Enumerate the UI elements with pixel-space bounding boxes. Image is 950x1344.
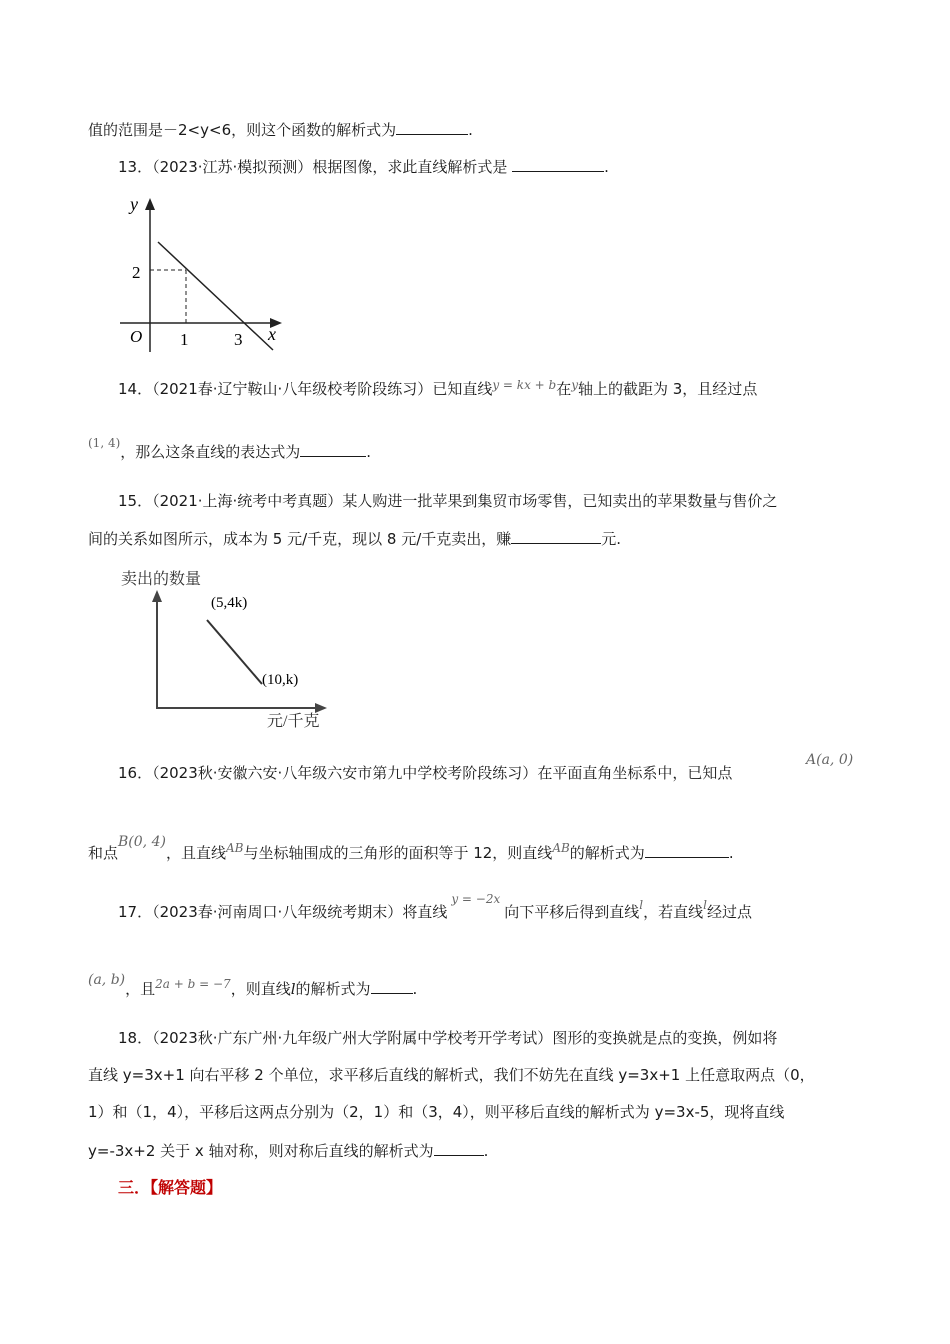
graph-line (207, 620, 262, 684)
q18-line-4: y=-3x+2 关于 x 轴对称，则对称后直线的解析式为 (88, 1142, 434, 1160)
graph-15 (115, 562, 355, 732)
q16-text-3: ，且直线 (165, 844, 226, 862)
point-label-1: (5,4k) (211, 595, 248, 611)
math-expression: AB (552, 841, 570, 855)
q17-text-6: ，则直线 (230, 980, 291, 998)
x-label: 元/千克 (267, 713, 320, 730)
q18-line-1: 图形的变换就是点的变换，例如将 (552, 1029, 778, 1047)
question-18-line2: 直线 y=3x+1 向右平移 2 个单位，求平移后直线的解析式，我们不妨先在直线 y=3x+1 上任意取两点（0， (88, 1066, 815, 1084)
question-15-cont (88, 527, 621, 550)
question-source: （2021·上海·统考中考真题） (152, 492, 343, 510)
q12-range: －2<y<6 (163, 121, 232, 139)
question-13 (118, 155, 609, 178)
answer-blank (645, 841, 729, 858)
q13-end: . (604, 158, 609, 176)
math-expression: AB (225, 841, 244, 855)
q16-text-2: 和点 (88, 844, 119, 862)
y-axis-arrow (145, 198, 155, 210)
question-number: 13． (118, 158, 153, 176)
question-number: 18． (118, 1029, 153, 1047)
q17-text-5: ，且 (125, 980, 156, 998)
math-expression: y = −2x (451, 892, 501, 906)
section-heading: 三．【解答题】 (118, 1178, 223, 1197)
q16-text-5: 的解析式为 (569, 844, 645, 862)
question-18-line3: 1）和（1，4），平移后这两点分别为（2，1）和（3，4），则平移后直线的解析式为 y=3x-5，现将直线 (88, 1103, 785, 1121)
origin-label: O (130, 327, 143, 346)
question-source: （2021春·辽宁鞍山·八年级校考阶段练习） (152, 380, 433, 398)
x-label: x (268, 324, 276, 344)
point-label-2: (10,k) (262, 672, 299, 688)
question-source: （2023·江苏·模拟预测） (152, 158, 313, 176)
question-15 (118, 490, 777, 512)
q14-end: . (366, 443, 372, 461)
graph-13 (110, 190, 290, 360)
y-label: y (130, 194, 138, 214)
q18-end: . (483, 1142, 489, 1160)
q14-text-3: 轴上的截距为 3，且经过点 (578, 380, 758, 398)
question-16 (118, 762, 732, 784)
q12-prefix: 值的范围是 (88, 121, 164, 139)
question-17 (118, 892, 752, 924)
question-number: 16． (118, 764, 153, 782)
q15-end: 元. (601, 530, 622, 548)
question-source: （2023秋·广东广州·九年级广州大学附属中学校考开学考试） (152, 1029, 553, 1047)
tick-label-y2: 2 (132, 263, 141, 282)
question-16-cont (88, 834, 734, 865)
q16-end: . (728, 844, 734, 862)
math-expression: y (571, 378, 578, 392)
question-number: 15． (118, 492, 153, 510)
q12-end: . (468, 121, 473, 139)
math-expression: l (703, 898, 707, 912)
math-expression: A(a, 0) (806, 752, 854, 768)
q12-suffix: ，则这个函数的解析式为 (231, 121, 397, 139)
answer-blank (300, 440, 366, 457)
x-axis-arrow (315, 703, 327, 713)
question-14 (118, 378, 757, 401)
math-expression: (1, 4) (88, 436, 121, 450)
q17-text-1: 将直线 (402, 903, 448, 921)
question-18-line4 (88, 1139, 488, 1162)
q14-text-1: 已知直线 (432, 380, 493, 398)
math-expression: l (639, 898, 644, 912)
answer-blank (371, 977, 413, 994)
tick-label-x1: 1 (180, 330, 189, 349)
q17-text-4: 经过点 (706, 903, 752, 921)
q15-text-1: 某人购进一批苹果到集贸市场零售，已知卖出的苹果数量与售价之 (342, 492, 778, 510)
q16-text-1: 在平面直角坐标系中，已知点 (537, 764, 733, 782)
answer-blank (396, 118, 468, 135)
q17-text-7: 的解析式为 (295, 980, 371, 998)
question-source: （2023春·河南周口·八年级统考期末） (152, 903, 403, 921)
q17-text-3: ，若直线 (643, 903, 704, 921)
answer-blank (434, 1139, 484, 1156)
answer-blank (512, 155, 604, 172)
q17-end: . (412, 980, 418, 998)
question-number: 17． (118, 903, 153, 921)
question-source: （2023秋·安徽六安·八年级六安市第九中学校考阶段练习） (152, 764, 538, 782)
math-expression: B(0, 4) (118, 834, 166, 850)
question-text: 根据图像，求此直线解析式是 (312, 158, 508, 176)
q12-tail (88, 118, 473, 141)
q15-text-2: 间的关系如图所示，成本为 5 元/千克，现以 8 元/千克卖出，赚 (88, 530, 512, 548)
q14-text-2: 在 (556, 380, 572, 398)
q14-text-4: ，那么这条直线的表达式为 (120, 443, 301, 461)
math-expression: y = kx + b (492, 378, 557, 392)
graph-line (158, 242, 273, 350)
y-axis-arrow (152, 590, 162, 602)
tick-label-x3: 3 (234, 330, 243, 349)
q16-text-4: 与坐标轴围成的三角形的面积等于 12，则直线 (243, 844, 553, 862)
question-14-cont (88, 436, 372, 464)
math-variable: l (290, 980, 296, 998)
y-label: 卖出的数量 (121, 571, 202, 588)
math-expression: (a, b) (88, 972, 126, 988)
question-number: 14． (118, 380, 153, 398)
q17-text-2: 向下平移后得到直线 (504, 903, 640, 921)
question-17-cont (88, 972, 418, 1001)
question-18 (118, 1027, 777, 1049)
math-expression: 2a + b = −7 (155, 977, 231, 991)
answer-blank (511, 527, 601, 544)
